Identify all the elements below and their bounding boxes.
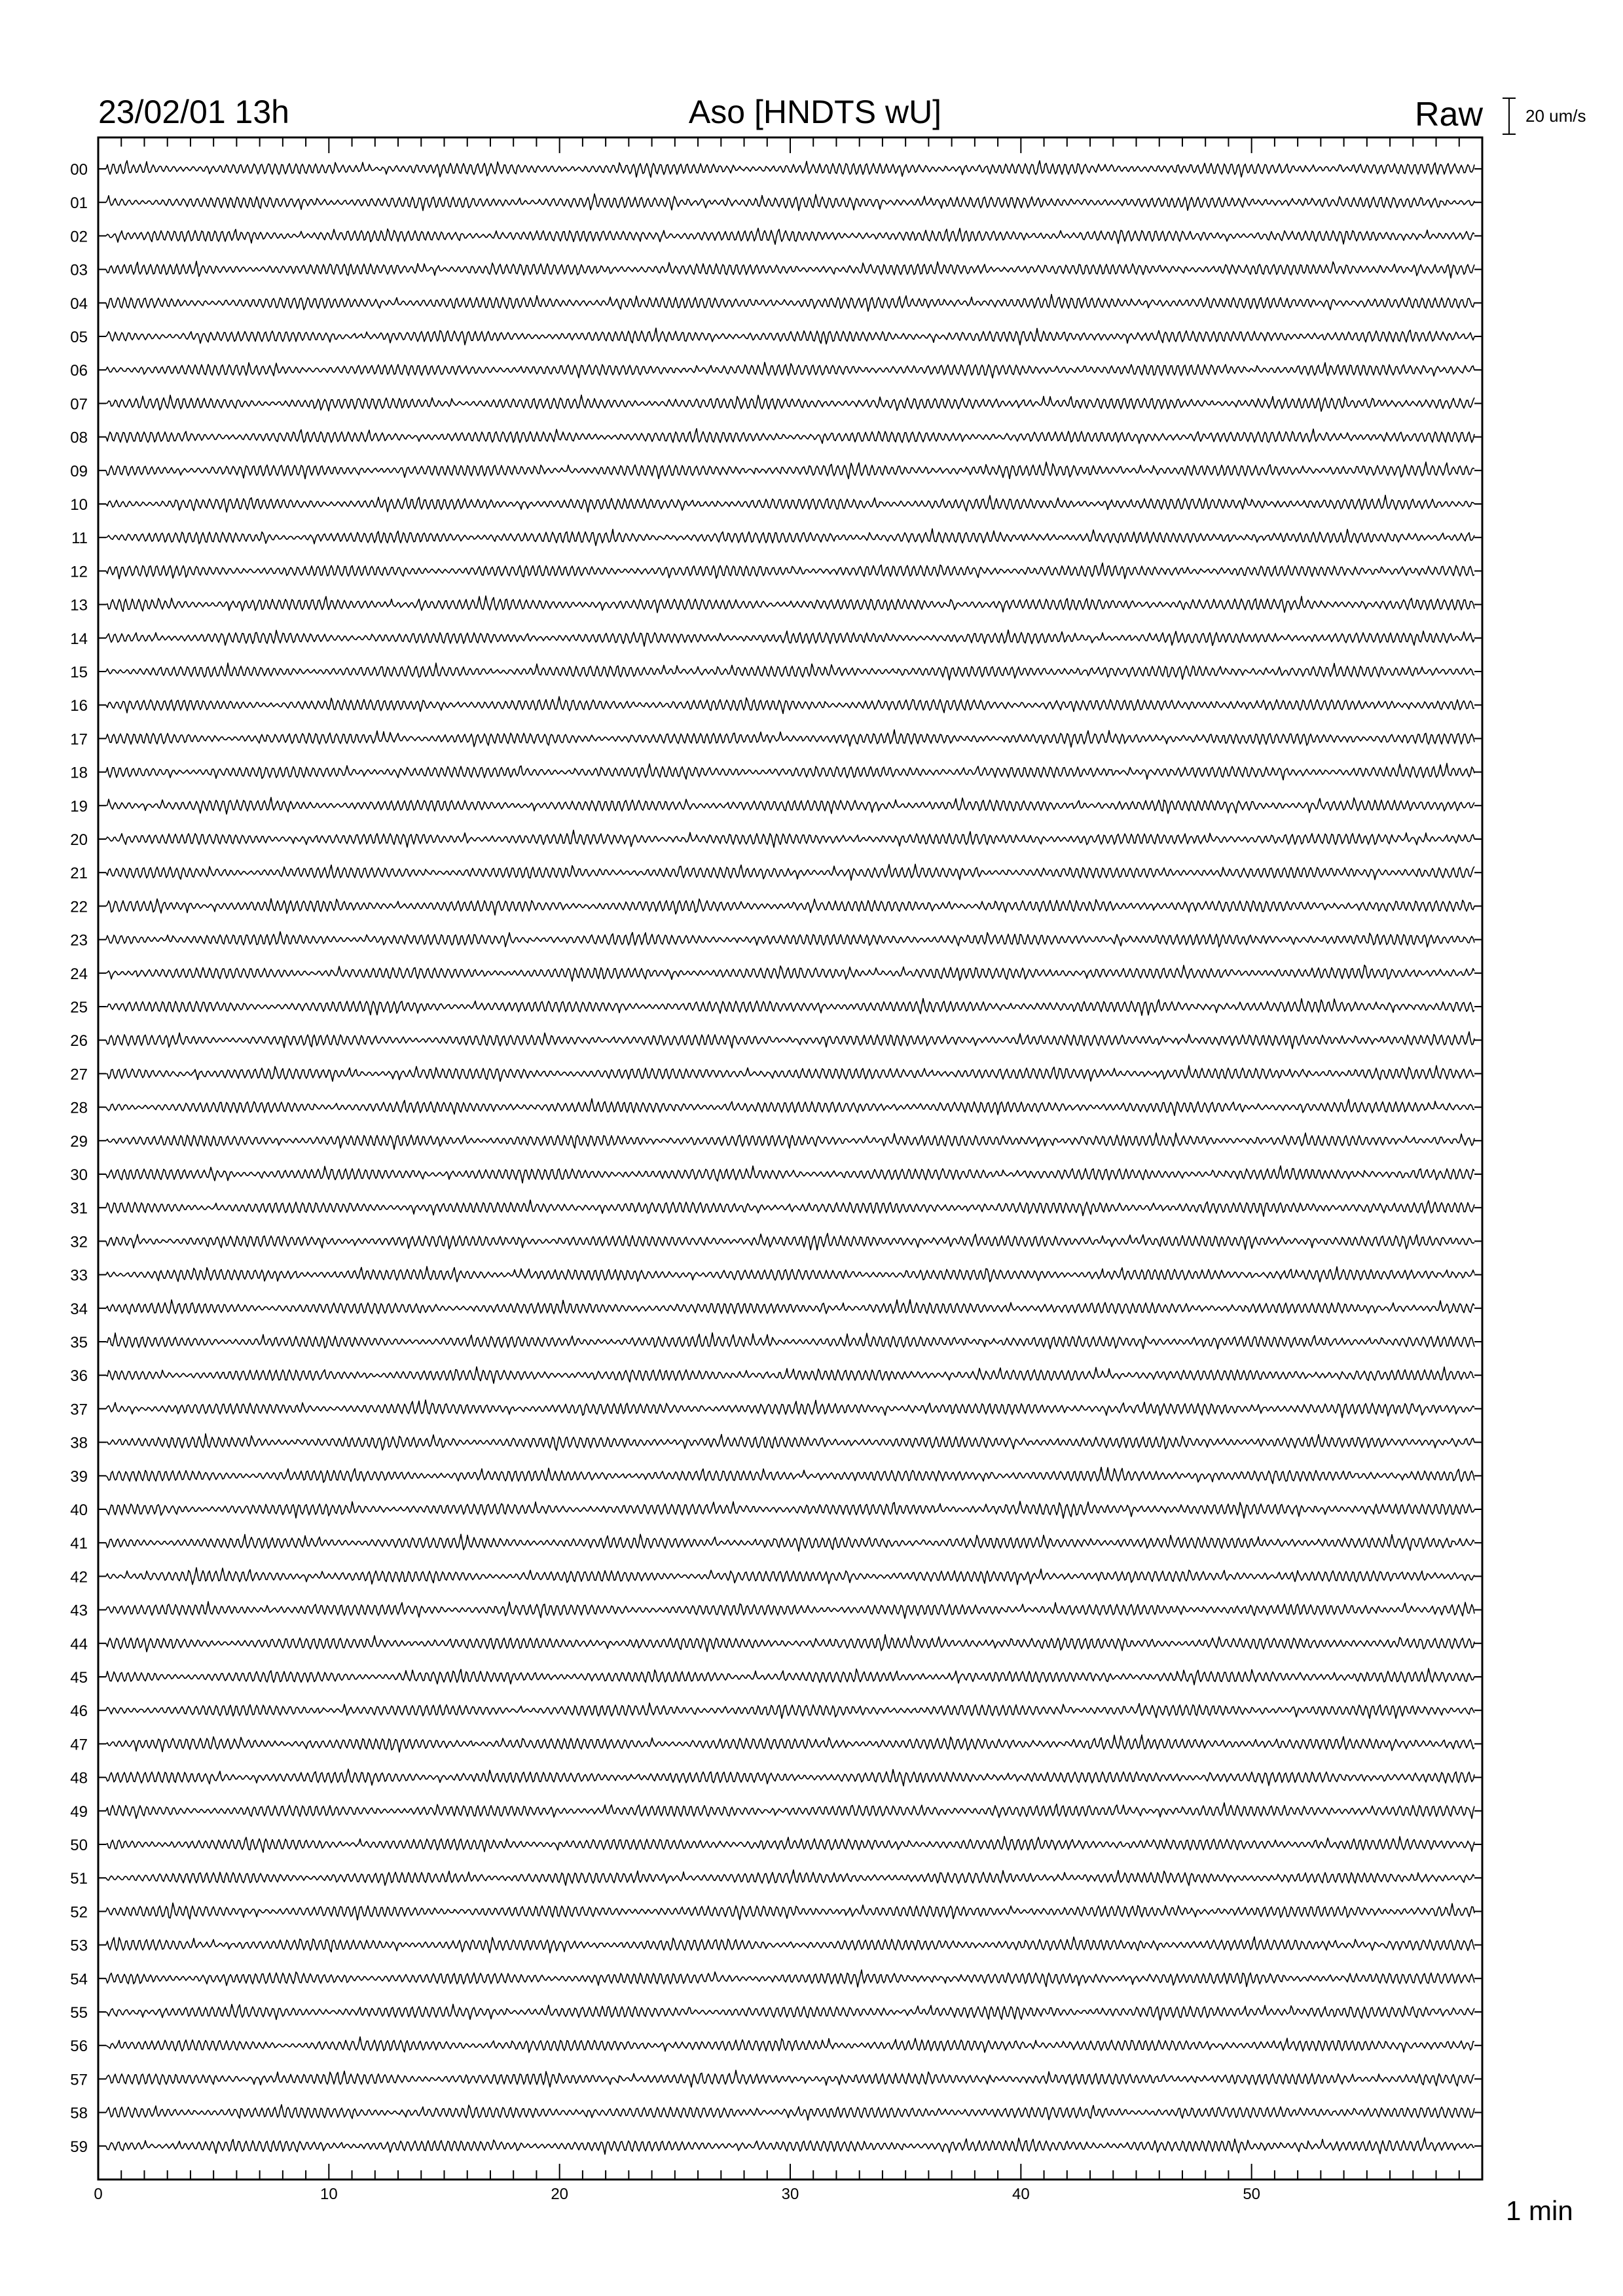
- row-label: 48: [70, 1769, 88, 1787]
- row-label: 06: [70, 362, 88, 380]
- trace-line: [106, 1602, 1474, 1619]
- row-label: 58: [70, 2104, 88, 2123]
- seismic-traces: [98, 161, 1482, 2155]
- row-label: 17: [70, 730, 88, 749]
- trace-line: [106, 1434, 1474, 1450]
- trace-line: [106, 1735, 1474, 1752]
- x-tick-label: 50: [1243, 2185, 1261, 2203]
- plot-frame: [98, 137, 1482, 2179]
- trace-line: [106, 1133, 1474, 1149]
- row-label: 54: [70, 1970, 88, 1988]
- trace-line: [106, 830, 1474, 847]
- row-label: 22: [70, 898, 88, 916]
- row-label: 26: [70, 1032, 88, 1050]
- row-label: 39: [70, 1467, 88, 1486]
- trace-line: [106, 696, 1474, 713]
- trace-line: [106, 1837, 1474, 1852]
- row-label: 30: [70, 1166, 88, 1184]
- row-label: 42: [70, 1568, 88, 1587]
- trace-line: [106, 965, 1474, 981]
- trace-line: [106, 899, 1474, 915]
- trace-line: [106, 763, 1474, 780]
- trace-line: [106, 495, 1474, 512]
- row-label: 13: [70, 596, 88, 615]
- row-label: 32: [70, 1233, 88, 1251]
- row-label: 38: [70, 1434, 88, 1452]
- trace-line: [106, 864, 1474, 880]
- trace-line: [106, 1200, 1474, 1217]
- trace-line: [106, 1703, 1474, 1719]
- row-label: 55: [70, 2004, 88, 2022]
- trace-line: [106, 1870, 1474, 1886]
- amplitude-scale-bar: [1503, 98, 1586, 134]
- mode-label: Raw: [1414, 96, 1483, 134]
- trace-line: [106, 630, 1474, 647]
- trace-line: [106, 395, 1474, 412]
- row-label: 07: [70, 395, 88, 414]
- row-label: 02: [70, 228, 88, 246]
- trace-line: [106, 1467, 1474, 1484]
- trace-line: [106, 1635, 1474, 1652]
- trace-line: [106, 1099, 1474, 1116]
- trace-line: [106, 2004, 1474, 2020]
- trace-line: [106, 1568, 1474, 1585]
- row-label: 40: [70, 1501, 88, 1519]
- trace-line: [106, 161, 1474, 177]
- trace-line: [106, 1803, 1474, 1819]
- row-label: 20: [70, 831, 88, 849]
- trace-line: [106, 730, 1474, 747]
- trace-line: [106, 1233, 1474, 1249]
- trace-line: [106, 1066, 1474, 1081]
- trace-line: [106, 1300, 1474, 1314]
- trace-line: [106, 1769, 1474, 1786]
- row-label: 47: [70, 1736, 88, 1754]
- row-label: 29: [70, 1132, 88, 1151]
- trace-line: [106, 1534, 1474, 1551]
- trace-line: [106, 2138, 1474, 2154]
- trace-line: [106, 194, 1474, 210]
- row-label: 24: [70, 965, 88, 983]
- time-tick-labels: [94, 2185, 1260, 2203]
- x-tick-label: 40: [1012, 2185, 1030, 2203]
- trace-line: [106, 663, 1474, 680]
- trace-line: [106, 563, 1474, 579]
- row-label: 50: [70, 1837, 88, 1854]
- trace-line: [106, 1367, 1474, 1383]
- row-label: 44: [70, 1635, 88, 1653]
- row-label: 36: [70, 1367, 88, 1386]
- row-label: 37: [70, 1401, 88, 1419]
- trace-line: [106, 999, 1474, 1016]
- row-label: 21: [70, 865, 88, 883]
- trace-line: [106, 1333, 1474, 1348]
- row-label: 16: [70, 697, 88, 715]
- x-tick-label: 30: [781, 2185, 799, 2203]
- row-label: 56: [70, 2037, 88, 2056]
- trace-line: [106, 2037, 1474, 2053]
- row-label: 52: [70, 1903, 88, 1922]
- trace-line: [106, 1970, 1474, 1987]
- row-label: 23: [70, 931, 88, 950]
- row-label: 51: [70, 1870, 88, 1888]
- trace-line: [106, 2070, 1474, 2087]
- row-label: 46: [70, 1702, 88, 1721]
- row-label: 11: [71, 529, 88, 548]
- row-label: 59: [70, 2138, 88, 2156]
- row-label: 19: [70, 797, 88, 816]
- row-label: 43: [70, 1602, 88, 1620]
- time-ticks: [98, 137, 1482, 2179]
- trace-line: [106, 295, 1474, 312]
- row-label: 05: [70, 329, 88, 346]
- trace-line: [106, 932, 1474, 947]
- row-label: 53: [70, 1937, 88, 1955]
- row-label: 04: [70, 295, 88, 313]
- row-label: 49: [70, 1803, 88, 1821]
- row-label: 18: [70, 764, 88, 782]
- trace-line: [106, 1501, 1474, 1518]
- row-label: 57: [70, 2071, 88, 2089]
- row-label: 31: [70, 1200, 88, 1218]
- trace-line: [106, 797, 1474, 814]
- trace-line: [106, 429, 1474, 444]
- trace-line: [106, 1166, 1474, 1183]
- x-tick-label: 10: [319, 2185, 338, 2203]
- row-label: 28: [70, 1099, 88, 1117]
- x-tick-label: 0: [94, 2185, 103, 2203]
- row-label: 09: [70, 462, 88, 480]
- trace-line: [106, 228, 1474, 245]
- record-datetime: 23/02/01 13h: [98, 94, 289, 130]
- row-label: 03: [70, 261, 88, 279]
- row-label: 25: [70, 999, 88, 1016]
- row-label: 08: [70, 429, 88, 447]
- trace-line: [106, 462, 1474, 479]
- row-label: 35: [70, 1334, 88, 1352]
- row-label: 27: [70, 1066, 88, 1084]
- row-labels: [70, 161, 88, 2156]
- scale-bar-label: 20 um/s: [1525, 106, 1586, 126]
- row-label: 15: [70, 664, 88, 681]
- row-label: 41: [70, 1535, 88, 1553]
- row-label: 14: [70, 630, 88, 648]
- station-title: Aso [HNDTS wU]: [688, 94, 942, 130]
- trace-line: [106, 261, 1474, 278]
- x-axis-unit-label: 1 min: [1506, 2195, 1573, 2226]
- row-label: 34: [70, 1300, 88, 1318]
- row-label: 12: [70, 563, 88, 581]
- trace-line: [106, 1937, 1474, 1952]
- trace-line: [106, 1668, 1474, 1685]
- trace-line: [106, 1903, 1474, 1920]
- trace-line: [106, 529, 1474, 546]
- trace-line: [106, 1266, 1474, 1282]
- trace-line: [106, 2105, 1474, 2121]
- row-label: 00: [70, 161, 88, 179]
- row-label: 33: [70, 1266, 88, 1285]
- row-label: 10: [70, 496, 88, 514]
- trace-line: [106, 1400, 1474, 1418]
- x-tick-label: 20: [551, 2185, 569, 2203]
- trace-line: [106, 596, 1474, 613]
- trace-line: [106, 328, 1474, 345]
- row-label: 45: [70, 1669, 88, 1687]
- row-label: 01: [70, 194, 88, 213]
- trace-line: [106, 1031, 1474, 1049]
- trace-line: [106, 363, 1474, 378]
